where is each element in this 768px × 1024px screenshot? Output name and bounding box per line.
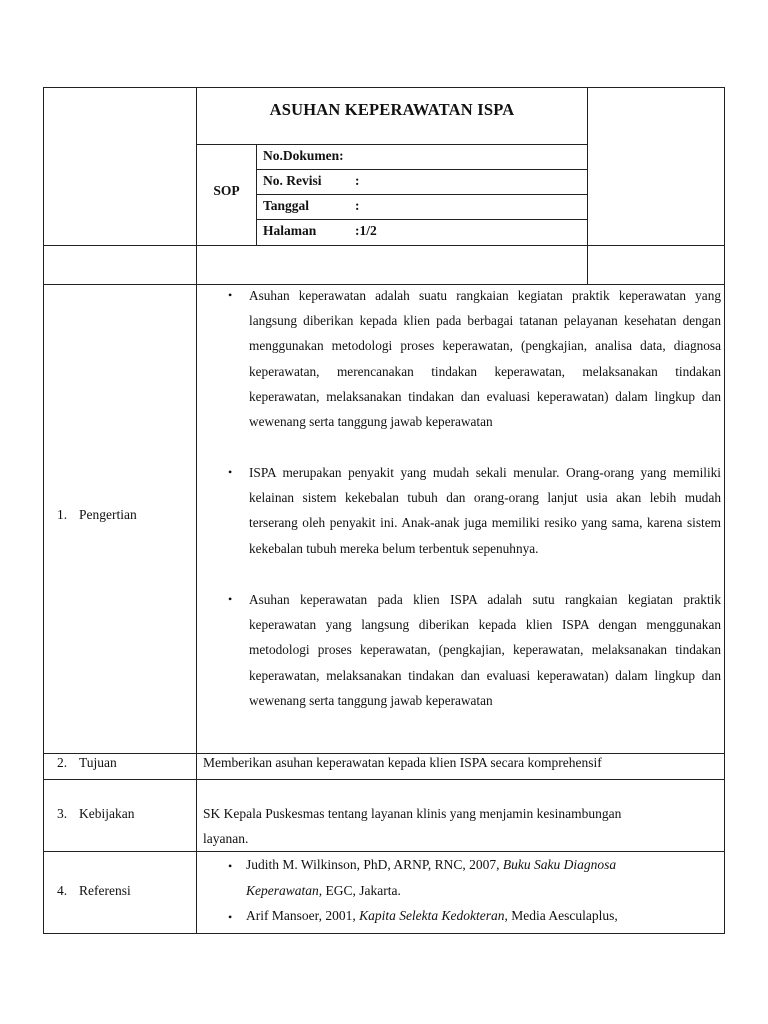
section-number: 4. [57, 883, 68, 898]
meta-value-halaman: :1/2 [355, 223, 377, 238]
document-title: ASUHAN KEPERAWATAN ISPA [269, 100, 515, 119]
meta-row-divider-2 [256, 194, 588, 195]
meta-label-no-dokumen: No.Dokumen: [263, 148, 344, 163]
table-border-bottom [43, 933, 725, 934]
meta-row-divider-3 [256, 219, 588, 220]
section-label-pengertian [57, 507, 137, 523]
section-number: 2. [57, 755, 68, 770]
section-title: Pengertian [79, 507, 137, 522]
pengertian-paragraph-1: Asuhan keperawatan adalah suatu rangkaian kegiatan praktik keperawatan yang langsung diberikan kepada klien pada berbagai tatanan pelayanan kesehatan dengan menggunakan metodologi proses keperawatan, (pengkajian, analisa data, diagnosa keperawatan, merencanakan tindakan keperawatan, melaksanakan tindakan keperawatan, melaksanakan tindakan dan evaluasi keperawatan) dalam lingkup dan wewenang serta tanggung jawab keperawatan [249, 288, 721, 430]
title-row-divider [196, 144, 588, 145]
header-bottom-divider [43, 245, 725, 246]
sop-label: SOP [213, 183, 240, 198]
meta-label-halaman: Halaman [263, 223, 317, 238]
referensi-item-2: Arif Mansoer, 2001, Kapita Selekta Kedokteran, Media Aesculaplus, [246, 908, 618, 923]
section-divider-tujuan [43, 753, 725, 754]
bullet-icon: • [228, 859, 233, 873]
section-label-referensi [57, 883, 131, 899]
section-title: Tujuan [79, 755, 117, 770]
kebijakan-text-line-1: SK Kepala Puskesmas tentang layanan klinis yang menjamin kesinambungan [203, 806, 622, 821]
meta-label-tanggal: Tanggal [263, 198, 310, 213]
bullet-icon: • [228, 288, 233, 302]
pengertian-paragraph-2: ISPA merupakan penyakit yang mudah sekali menular. Orang-orang yang memiliki kelainan sistem kekebalan tubuh dan orang-orang lanjut usia akan lebih mudah terserang oleh penyakit ini. Anak-anak juga memiliki resiko yang sama, karena sistem kekebalan tubuh mereka belum terbentuk sepenuhnya. [249, 465, 721, 556]
meta-value-no-revisi: : [355, 173, 360, 188]
meta-value-tanggal: : [355, 198, 360, 213]
section-divider-referensi [43, 851, 725, 852]
section-number: 1. [57, 507, 68, 522]
section-label-kebijakan [57, 806, 134, 822]
table-border-right [724, 87, 725, 934]
section-title: Referensi [79, 883, 131, 898]
col-divider-1 [196, 87, 197, 934]
meta-label-no-revisi: No. Revisi [263, 173, 322, 188]
bullet-icon: • [228, 465, 233, 479]
meta-row-divider-1 [256, 169, 588, 170]
section-label-tujuan [57, 755, 117, 771]
kebijakan-text-line-2: layanan. [203, 831, 249, 846]
pengertian-paragraph-3: Asuhan keperawatan pada klien ISPA adalah sutu rangkaian kegiatan praktik keperawatan yang langsung diberikan kepada klien ISPA dengan menggunakan metodologi proses keperawatan, (pengkajian, keperawatan, melaksanakan tindakan keperawatan, melaksanakan tindakan dan evaluasi keperawatan) dalam lingkup dan wewenang serta tanggung jawab keperawatan [249, 592, 721, 708]
table-border-left [43, 87, 44, 934]
col-divider-header-right [587, 87, 588, 284]
referensi-item-1-line-1: Judith M. Wilkinson, PhD, ARNP, RNC, 2007, Buku Saku Diagnosa [246, 857, 617, 872]
referensi-item-1-line-2: Keperawatan, EGC, Jakarta. [246, 883, 401, 898]
section-title: Kebijakan [79, 806, 135, 821]
bullet-icon: • [228, 592, 233, 606]
table-border-top [43, 87, 725, 88]
bullet-icon: • [228, 910, 233, 924]
section-number: 3. [57, 806, 68, 821]
section-divider-kebijakan [43, 779, 725, 780]
tujuan-text: Memberikan asuhan keperawatan kepada klien ISPA secara komprehensif [203, 755, 602, 770]
